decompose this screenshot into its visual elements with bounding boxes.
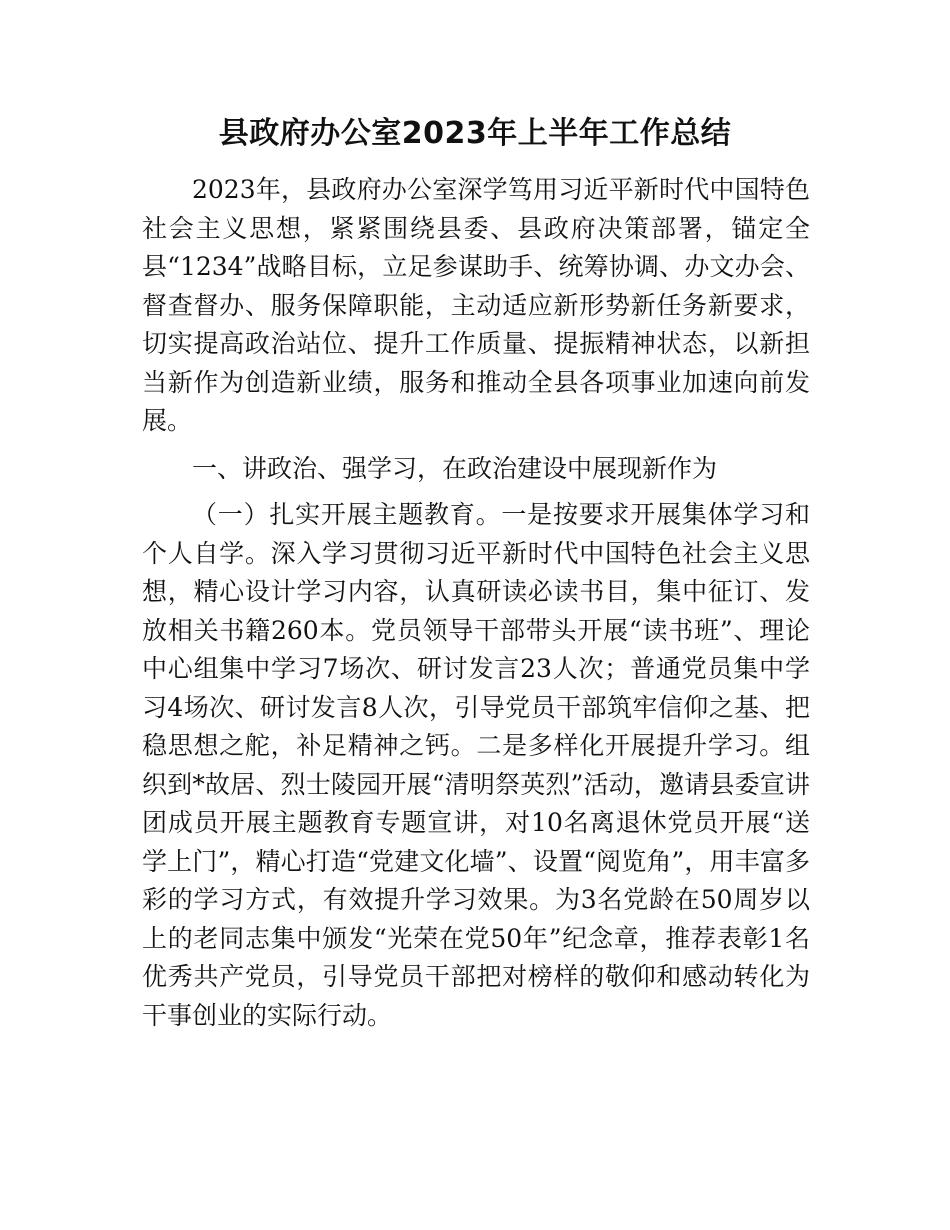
document-body: [142, 171, 810, 1035]
body-paragraph: （一）扎实开展主题教育。一是按要求开展集体学习和个人自学。深入学习贯彻习近平新时代中国特色社会主义思想，精心设计学习内容，认真研读必读书目，集中征订、发放相关书籍260本。党员领导干部带头开展“读书班”、理论中心组集中学习7场次、研讨发言23人次；普通党员集中学习4场次、研讨发言8人次，引导党员干部筑牢信仰之基、把稳思想之舵，补足精神之钙。二是多样化开展提升学习。组织到*故居、烈士陵园开展“清明祭英烈”活动，邀请县委宣讲团成员开展主题教育专题宣讲，对10名离退休党员开展“送学上门”，精心打造“党建文化墙”、设置“阅览角”，用丰富多彩的学习方式，有效提升学习效果。为3名党龄在50周岁以上的老同志集中颁发“光荣在党50年”纪念章，推荐表彰1名优秀共产党员，引导党员干部把对榜样的敬仰和感动转化为干事创业的实际行动。: [142, 500, 810, 1030]
section-heading: 一、讲政治、强学习，在政治建设中展现新作为: [192, 453, 718, 483]
intro-paragraph: 2023年，县政府办公室深学笃用习近平新时代中国特色社会主义思想，紧紧围绕县委、县政府决策部署，锚定全县“1234”战略目标，立足参谋助手、统筹协调、办文办会、督查督办、服务保障职能，主动适应新形势新任务新要求，切实提高政治站位、提升工作质量、提振精神状态，以新担当新作为创造新业绩，服务和推动全县各项事业加速向前发展。: [142, 175, 810, 435]
document-title: 县政府办公室2023年上半年工作总结: [218, 116, 732, 151]
